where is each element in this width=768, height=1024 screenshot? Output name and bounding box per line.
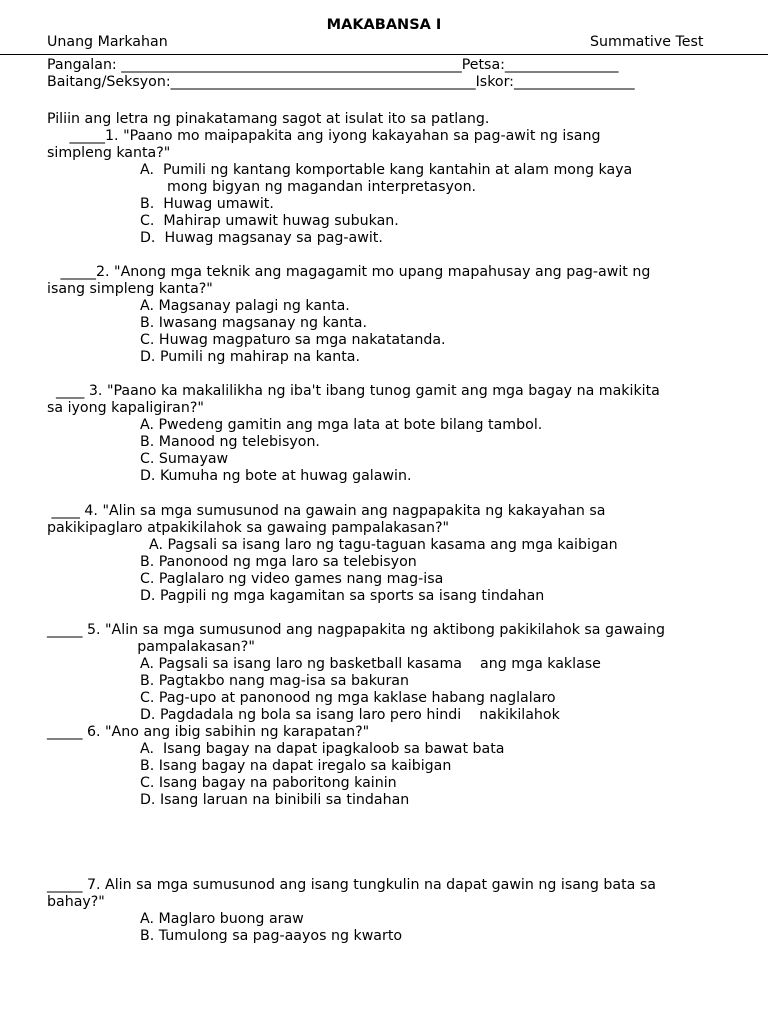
option: A. Pagsali sa isang laro ng basketball kasama ang mga kaklase <box>140 656 601 672</box>
question-stem: ____ 4. "Alin sa mga sumusunod na gawain ang nagpapakita ng kakayahan sa <box>47 503 606 519</box>
option: C. Mahirap umawit huwag subukan. <box>140 213 399 229</box>
option: D. Isang laruan na binibili sa tindahan <box>140 792 410 808</box>
grade-score-field: Baitang/Seksyon:___________________________________________Iskor:_________________ <box>47 74 635 90</box>
option: C. Paglalaro ng video games nang mag-isa <box>140 571 444 587</box>
option: C. Isang bagay na paboritong kainin <box>140 775 397 791</box>
option: B. Pagtakbo nang mag-isa sa bakuran <box>140 673 409 689</box>
option: B. Panonood ng mga laro sa telebisyon <box>140 554 417 570</box>
option: B. Isang bagay na dapat iregalo sa kaibigan <box>140 758 452 774</box>
option: B. Huwag umawit. <box>140 196 274 212</box>
question-stem: sa iyong kapaligiran?" <box>47 400 204 416</box>
option: A. Magsanay palagi ng kanta. <box>140 298 350 314</box>
option: B. Iwasang magsanay ng kanta. <box>140 315 367 331</box>
option: B. Manood ng telebisyon. <box>140 434 320 450</box>
question-stem: _____ 5. "Alin sa mga sumusunod ang nagpapakita ng aktibong pakikilahok sa gawaing <box>47 622 665 638</box>
option: D. Kumuha ng bote at huwag galawin. <box>140 468 412 484</box>
option: A. Isang bagay na dapat ipagkaloob sa bawat bata <box>140 741 505 757</box>
option: B. Tumulong sa pag-aayos ng kwarto <box>140 928 403 944</box>
option: C. Pag-upo at panonood ng mga kaklase habang naglalaro <box>140 690 556 706</box>
question-stem: _____ 7. Alin sa mga sumusunod ang isang tungkulin na dapat gawin ng isang bata sa <box>47 877 656 893</box>
question-stem: bahay?" <box>47 894 105 910</box>
option: D. Pagpili ng mga kagamitan sa sports sa isang tindahan <box>140 588 545 604</box>
option: A. Pumili ng kantang komportable kang kantahin at alam mong kaya <box>140 162 633 178</box>
question-stem: _____ 6. "Ano ang ibig sabihin ng karapatan?" <box>47 724 370 740</box>
option: C. Huwag magpaturo sa mga nakatatanda. <box>140 332 446 348</box>
instruction: Piliin ang letra ng pinakatamang sagot at isulat ito sa patlang. <box>47 111 490 127</box>
question-stem: pakikipaglaro atpakikilahok sa gawaing pampalakasan?" <box>47 520 450 536</box>
test-type-label: Summative Test <box>590 34 704 50</box>
question-stem: _____2. "Anong mga teknik ang magagamit mo upang mapahusay ang pag-awit ng <box>47 264 651 280</box>
quarter-label: Unang Markahan <box>47 34 168 50</box>
option: A. Pagsali sa isang laro ng tagu-taguan kasama ang mga kaibigan <box>140 537 618 553</box>
question-stem: ____ 3. "Paano ka makalilikha ng iba't ibang tunog gamit ang mga bagay na makikita <box>47 383 660 399</box>
option: C. Sumayaw <box>140 451 229 467</box>
question-stem: pampalakasan?" <box>47 639 255 655</box>
option: A. Pwedeng gamitin ang mga lata at bote bilang tambol. <box>140 417 543 433</box>
name-date-field: Pangalan: ________________________________________________Petsa:________________ <box>47 57 619 73</box>
question-stem: isang simpleng kanta?" <box>47 281 213 297</box>
option: D. Pumili ng mahirap na kanta. <box>140 349 361 365</box>
page-title: MAKABANSA I <box>326 17 442 33</box>
option: mong bigyan ng magandan interpretasyon. <box>140 179 477 195</box>
option: D. Pagdadala ng bola sa isang laro pero hindi nakikilahok <box>140 707 560 723</box>
option: A. Maglaro buong araw <box>140 911 304 927</box>
question-stem: simpleng kanta?" <box>47 145 171 161</box>
question-stem: _____1. "Paano mo maipapakita ang iyong kakayahan sa pag-awit ng isang <box>47 128 601 144</box>
option: D. Huwag magsanay sa pag-awit. <box>140 230 383 246</box>
header-divider <box>0 54 768 55</box>
